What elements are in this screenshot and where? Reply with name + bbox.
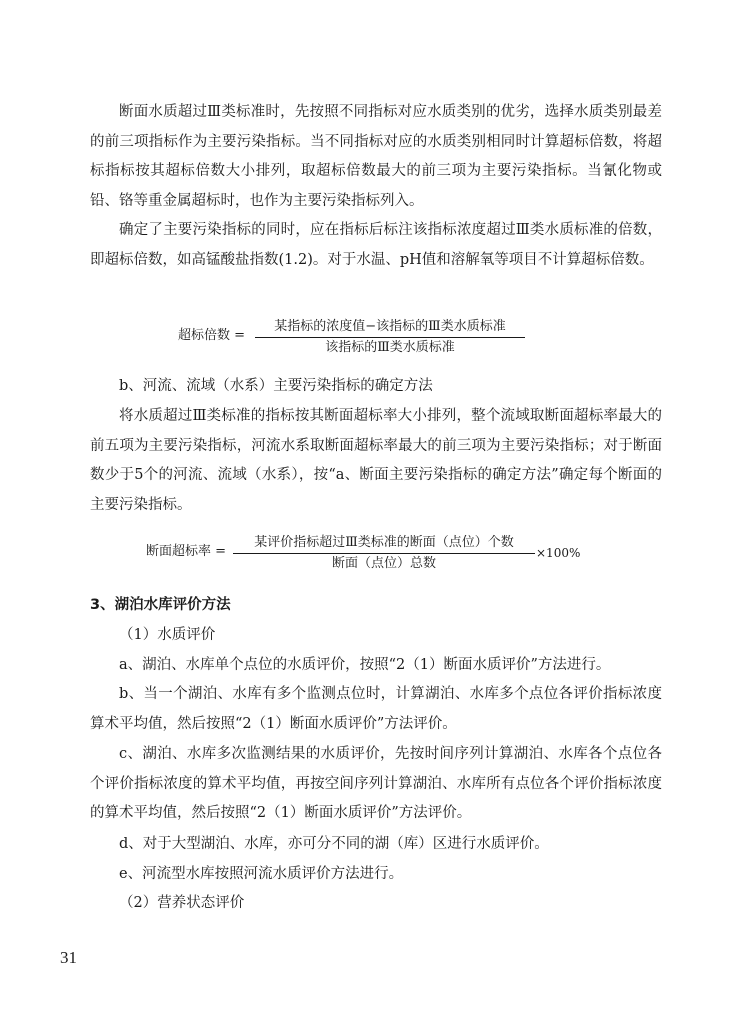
subheading-nutrition-state-evaluation: （2）营养状态评价	[119, 895, 245, 911]
paragraph-item-b: b、当一个湖泊、水库有多个监测点位时，计算湖泊、水库多个点位各评价指标浓度算术平均值，然后按照“2（1）断面水质评价”方法评价。	[90, 686, 662, 732]
paragraph-item-e: e、河流型水库按照河流水质评价方法进行。	[119, 866, 404, 882]
subheading-water-quality-evaluation: （1）水质评价	[119, 627, 216, 643]
fraction-bar	[255, 337, 525, 338]
section-heading-lake-reservoir: 3、湖泊水库评价方法	[90, 597, 231, 613]
formula-exceed-rate-percent: ×100%	[536, 546, 581, 560]
formula-exceed-multiple-fraction	[255, 318, 525, 358]
formula-exceed-rate-numerator: 某评价指标超过Ⅲ类标准的断面（点位）个数	[254, 535, 514, 550]
formula-exceed-multiple	[0, 318, 744, 358]
formula-exceed-rate-denominator: 断面（点位）总数	[331, 556, 436, 571]
formula-exceed-multiple-numerator: 某指标的浓度值−该指标的Ⅲ类水质标准	[274, 319, 506, 334]
fraction-bar	[233, 553, 535, 554]
paragraph-item-d: d、对于大型湖泊、水库，亦可分不同的湖（库）区进行水质评价。	[119, 836, 549, 852]
formula-exceed-multiple-lhs: 超标倍数 =	[178, 328, 246, 343]
paragraph-river-basin-heading: b、河流、流域（水系）主要污染指标的确定方法	[119, 378, 433, 394]
page-number: 31	[60, 948, 77, 967]
paragraph-item-c: c、湖泊、水库多次监测结果的水质评价，先按时间序列计算湖泊、水库各个点位各个评价指标浓度的算术平均值，再按空间序列计算湖泊、水库所有点位各个评价指标浓度的算术平均值，然后按照“2（1）断面水质评价”方法评价。	[90, 746, 662, 821]
formula-exceed-rate	[0, 534, 744, 574]
formula-exceed-rate-lhs: 断面超标率 =	[146, 544, 227, 559]
paragraph-exceed-multiple: 确定了主要污染指标的同时，应在指标后标注该指标浓度超过Ⅲ类水质标准的倍数，即超标倍数，如高锰酸盐指数(1.2)。对于水温、pH值和溶解氧等项目不计算超标倍数。	[90, 222, 662, 268]
paragraph-river-basin-method: 将水质超过Ⅲ类标准的指标按其断面超标率大小排列，整个流域取断面超标率最大的前五项为主要污染指标，河流水系取断面超标率最大的前三项为主要污染指标；对于断面数少于5个的河流、流域（水系），按“a、断面主要污染指标的确定方法”确定每个断面的主要污染指标。	[90, 408, 662, 513]
formula-exceed-rate-fraction	[233, 534, 535, 574]
paragraph-main-pollutants-section: 断面水质超过Ⅲ类标准时，先按照不同指标对应水质类别的优劣，选择水质类别最差的前三项指标作为主要污染指标。当不同指标对应的水质类别相同时计算超标倍数，将超标指标按其超标倍数大小排列，取超标倍数最大的前三项为主要污染指标。当氰化物或铅、铬等重金属超标时，也作为主要污染指标列入。	[90, 104, 662, 209]
formula-exceed-multiple-denominator: 该指标的Ⅲ类水质标准	[325, 340, 455, 355]
paragraph-item-a: a、湖泊、水库单个点位的水质评价，按照“2（1）断面水质评价”方法进行。	[119, 657, 611, 673]
